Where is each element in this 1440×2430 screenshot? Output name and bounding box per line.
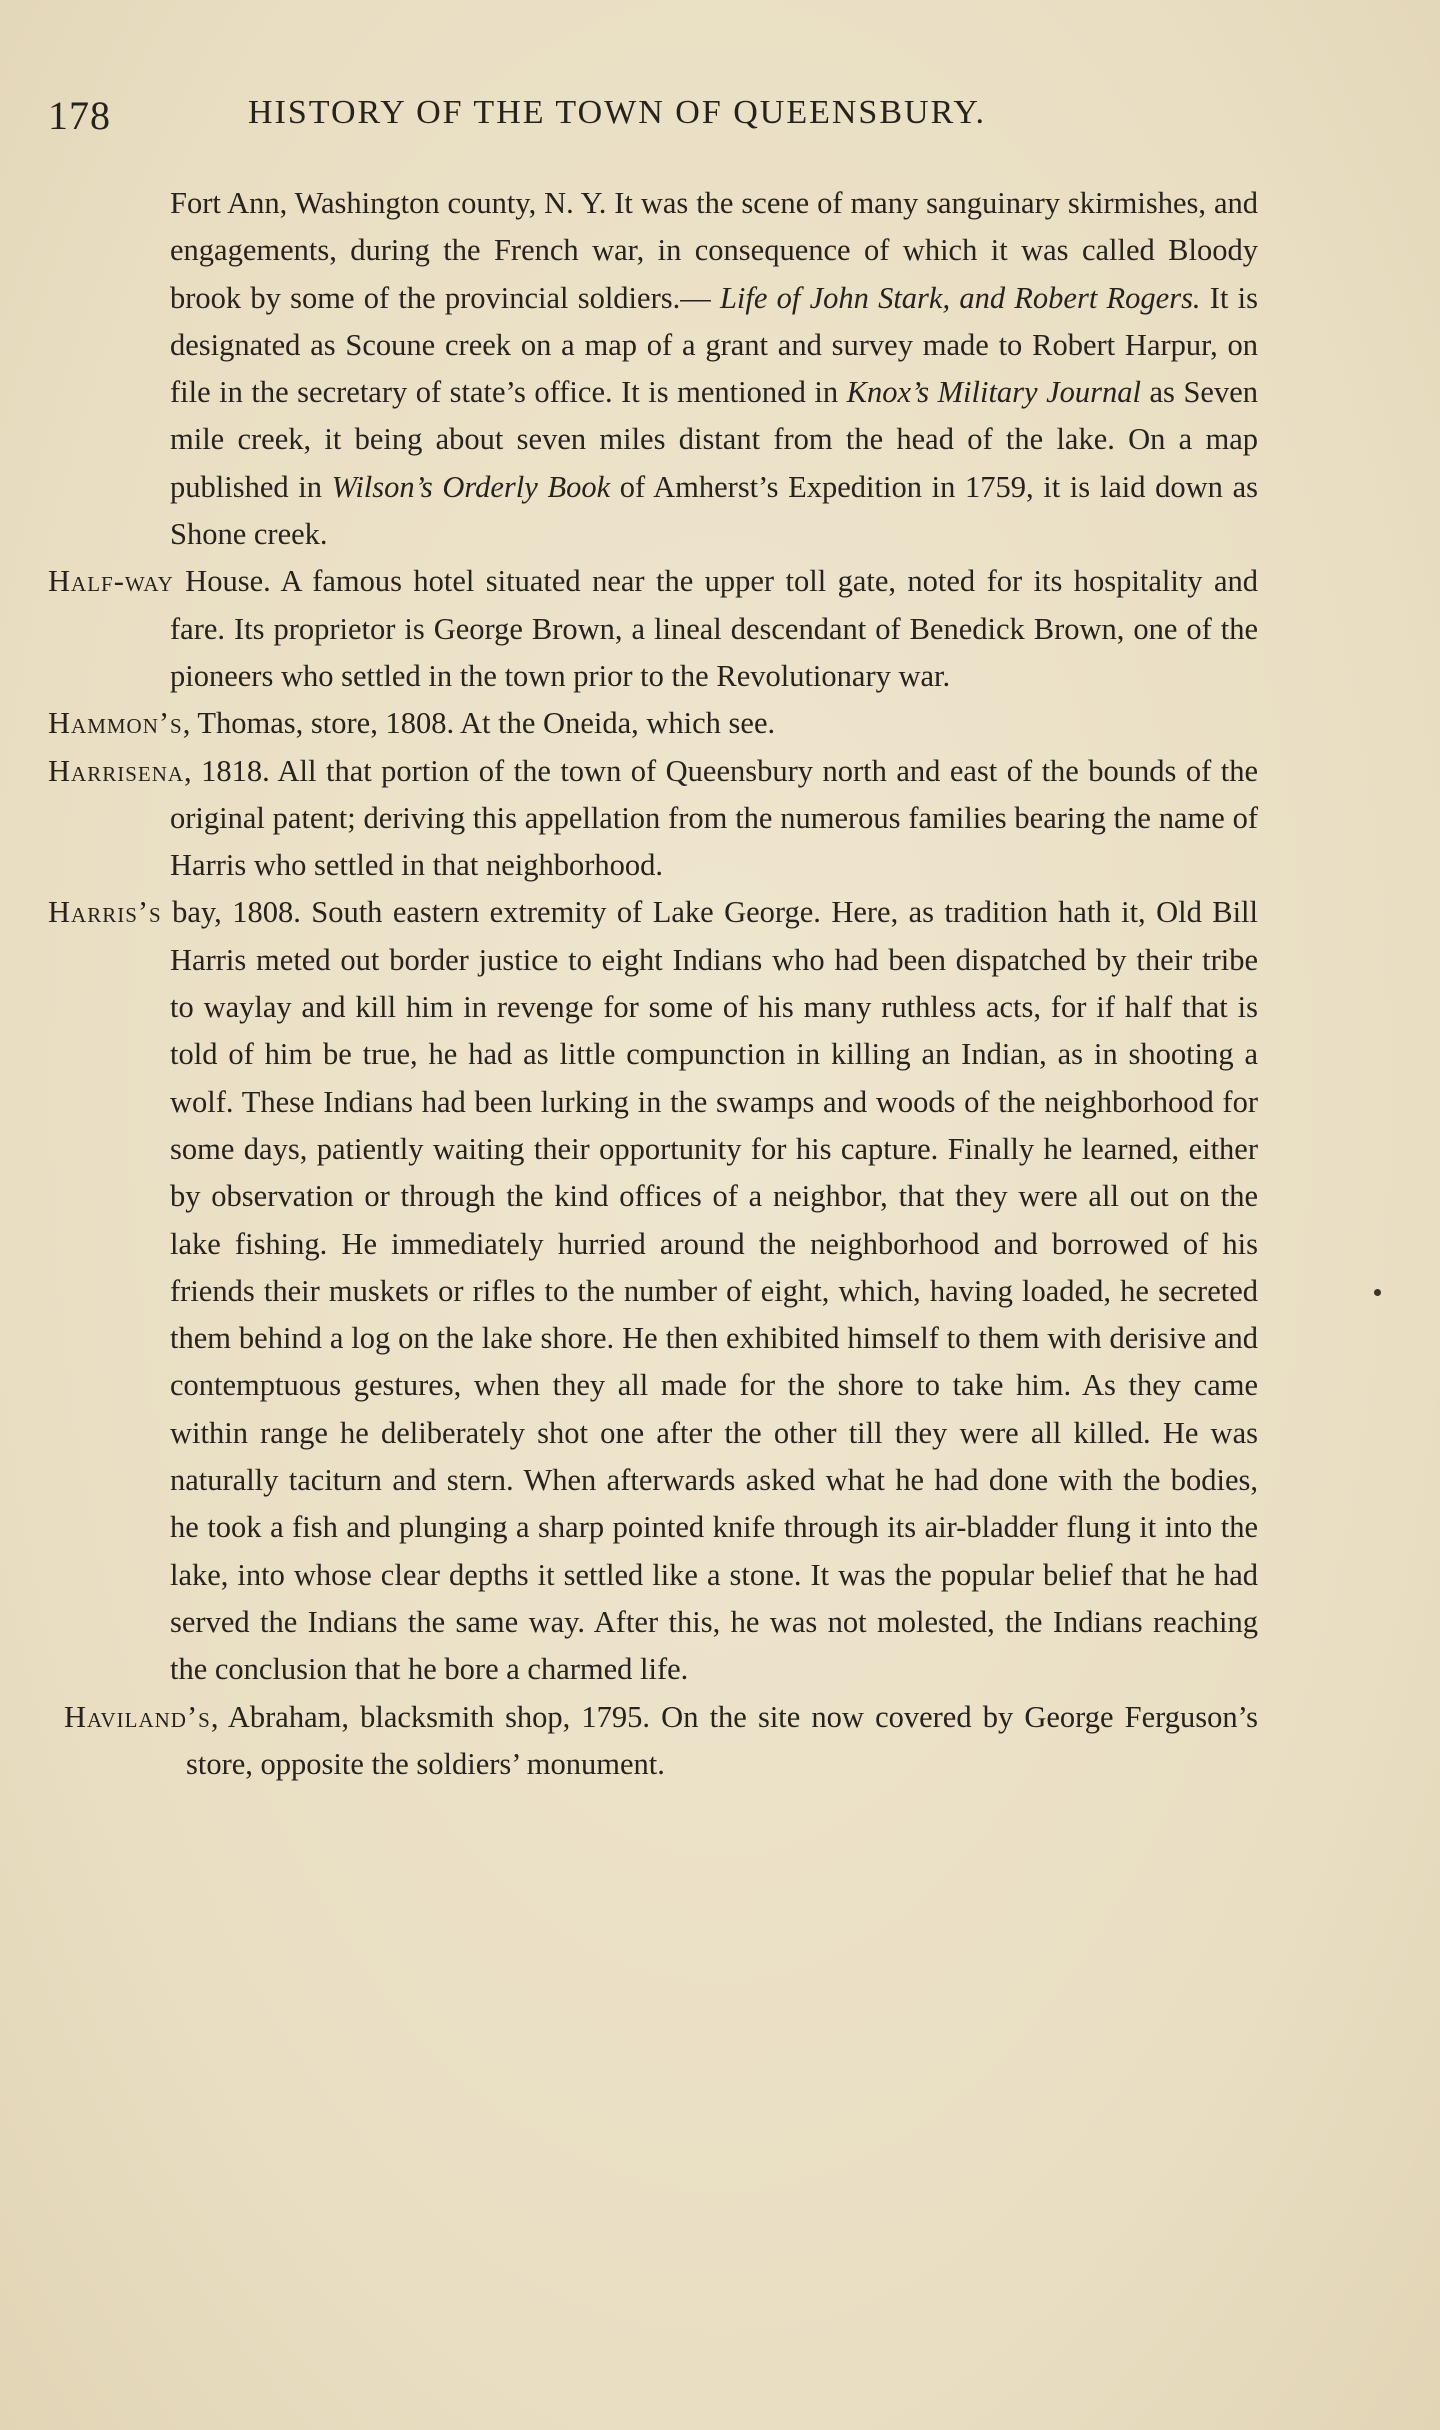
citation-italic: Knox’s Military Journal bbox=[846, 375, 1141, 410]
running-head-title: HISTORY OF THE TOWN OF QUEENSBURY. bbox=[248, 94, 987, 131]
entry-text: bay, 1808. South eastern extremity of Lake George. Here, as tradition hath it, Old Bill Harris meted out border justice to eight Indians who had been dispatched by their tribe to waylay and kill him in revenge for some of his many ruthless acts, for if half that is told of him be true, he had as little compunction in killing an Indian, as in shooting a wolf. These Indians had been lurking in the swamps and woods of the neighborhood for some days, patiently waiting their opportunity for his capture. Finally he learned, either by observation or through the kind offices of a neighbor, that they were all out on the lake fishing. He immediately hurried around the neighborhood and borrowed of his friends their muskets or rifles to the number of eight, which, having loaded, he secreted them behind a log on the lake shore. He then exhibited himself to them with derisive and contemptuous gestures, when they all made for the shore to take him. As they came within range he deliberately shot one after the other till they were all killed. He was naturally taciturn and stern. When afterwards asked what he had done with the bodies, he took a fish and plunging a sharp pointed knife through its air-bladder flung it into the lake, into whose clear depths it settled like a stone. It was the popular belief that he had served the Indians the same way. After this, he was not molested, the Indians reaching the conclusion that he bore a charmed life. bbox=[161, 895, 1258, 1687]
margin-mark bbox=[1374, 1289, 1381, 1296]
citation-italic: Wilson’s Orderly Book bbox=[331, 469, 611, 504]
entry-text: House. A famous hotel situated near the upper toll gate, noted for its hospitality and fare. Its proprietor is George Brown, a lineal descendant of Benedick Brown, one of the pioneers who settled in the town prior to the Revolutionary war. bbox=[170, 564, 1258, 693]
page-header bbox=[48, 92, 1348, 152]
entry-hammons bbox=[48, 700, 1258, 747]
entry-harriss-bay bbox=[48, 889, 1258, 1693]
page-number: 178 bbox=[48, 93, 111, 138]
citation-italic: Life of John Stark, and Robert Rogers. bbox=[719, 280, 1201, 315]
entry-text: , 1818. All that portion of the town of Queensbury north and east of the bounds of the original patent; deriving this appellation from the numerous families bearing the name of Harris who settled in that neighborhood. bbox=[170, 753, 1258, 883]
entry-harrisena bbox=[48, 748, 1258, 890]
entry-headword: Harrisena bbox=[48, 753, 185, 788]
body-text bbox=[48, 180, 1258, 1788]
entry-headword: Hammon’s bbox=[48, 706, 183, 741]
entry-text: , Thomas, store, 1808. At the Oneida, which see. bbox=[182, 706, 776, 741]
entry-headword: Haviland’s bbox=[64, 1699, 211, 1734]
entry-half-way-house bbox=[48, 558, 1258, 700]
entry-headword: Harris’s bbox=[48, 895, 162, 930]
entry-headword: Half-way bbox=[48, 564, 174, 599]
entry-text: It is designated as Scoune creek on a map of a grant and survey made to Robert Harpur, on file in the secretary of state’s office. It is mentioned in bbox=[170, 280, 1258, 410]
entry-text: as Seven mile creek, it being about seven miles distant from the head of the lake. On a map published in bbox=[170, 375, 1258, 504]
entry-fort-ann-continuation bbox=[48, 180, 1258, 558]
entry-text: Fort Ann, Washington county, N. Y. It was the scene of many sanguinary skirmishes, and engagements, during the French war, in consequence of which it was called Bloody brook by some of the provincial soldiers.— bbox=[170, 186, 1258, 315]
entry-text: , Abraham, blacksmith shop, 1795. On the site now covered by George Ferguson’s store, opposite the soldiers’ monument. bbox=[186, 1699, 1258, 1781]
entry-text: of Amherst’s Expedition in 1759, it is laid down as Shone creek. bbox=[170, 469, 1258, 552]
entry-havilands bbox=[64, 1694, 1258, 1789]
